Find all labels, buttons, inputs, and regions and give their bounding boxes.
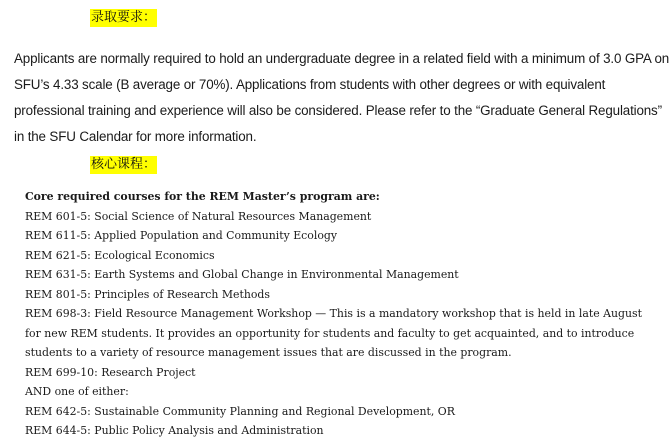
course-line: REM 801-5: Principles of Research Methods — [25, 287, 270, 301]
course-line: REM 601-5: Social Science of Natural Resources Management — [25, 209, 372, 223]
admission-requirements-heading: 录取要求： — [91, 10, 157, 25]
course-line: REM 698-3: Field Resource Management Workshop — This is a mandatory workshop that is held in late August — [25, 307, 642, 320]
course-line: REM 699-10: Research Project — [25, 365, 196, 379]
core-courses-intro: Core required courses for the REM Master’s program are: — [25, 190, 380, 203]
admission-requirements-text: Applicants are normally required to hold an undergraduate degree in a related field with a minimum of 3.0 GPA on SFU’s 4.33 scale (B average or 70%). Applications from students with other degrees or with equivalent professional training and experience will also be considered. Please refer to the “Graduate General Regulations” in the SFU Calendar for more information. — [14, 51, 670, 144]
core-courses-heading: 核心课程： — [91, 157, 157, 172]
course-line: REM 621-5: Ecological Economics — [25, 248, 215, 262]
course-line: for new REM students. It provides an opportunity for students and faculty to get acquainted, and to introduce — [25, 326, 635, 340]
course-line: REM 631-5: Earth Systems and Global Change in Environmental Management — [25, 268, 459, 281]
core-courses-list — [25, 187, 665, 441]
course-line: students to a variety of resource management issues that are discussed in the program. — [25, 346, 512, 359]
course-line: REM 611-5: Applied Population and Community Ecology — [25, 229, 337, 242]
course-line: REM 642-5: Sustainable Community Planning and Regional Development, OR — [25, 404, 455, 418]
course-line: AND one of either: — [25, 385, 129, 398]
course-line: REM 644-5: Public Policy Analysis and Administration — [25, 424, 324, 437]
